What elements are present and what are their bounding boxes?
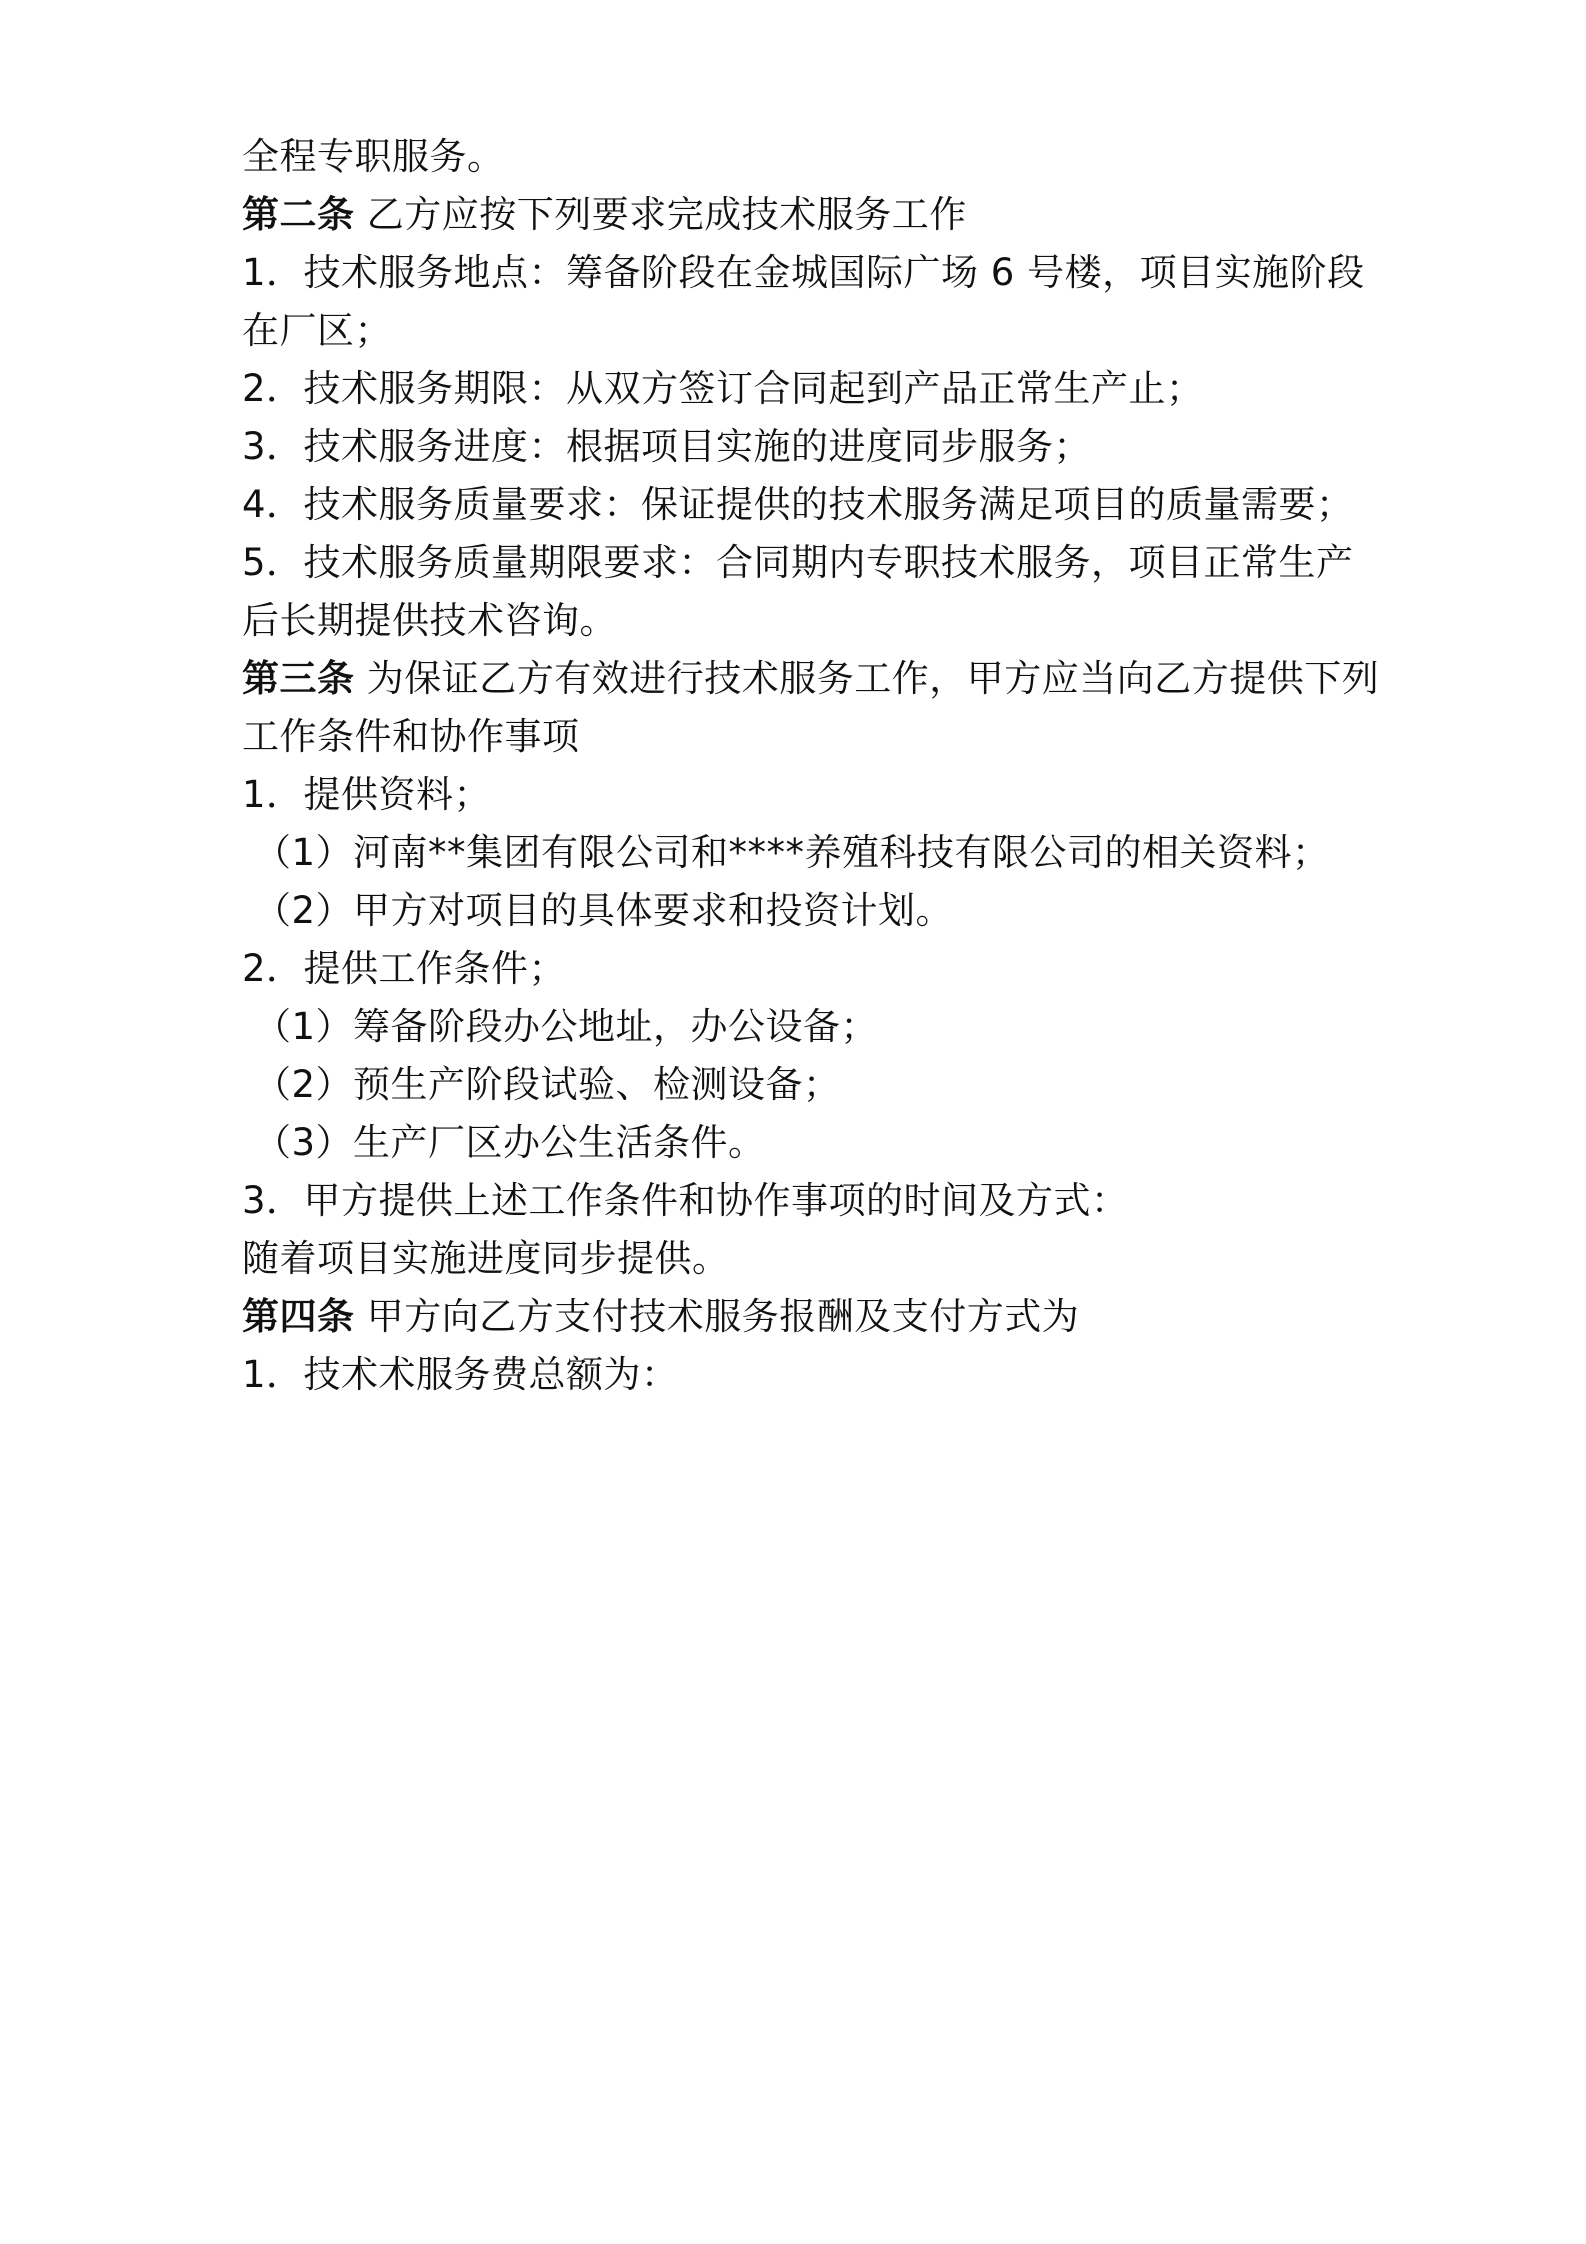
article-label: 第二条 (242, 193, 355, 236)
article-heading-4 (242, 1292, 1362, 1342)
list-item: 5．技术服务质量期限要求：合同期内专职技术服务，项目正常生产 (242, 541, 1354, 584)
article-heading-2 (242, 190, 1362, 240)
sub-list-item: （1）河南**集团有限公司和****养殖科技有限公司的相关资料； (254, 831, 1330, 874)
paragraph-line: 随着项目实施进度同步提供。 (242, 1237, 730, 1280)
paragraph-line: 在厂区； (242, 309, 392, 352)
list-item: 2．技术服务期限：从双方签订合同起到产品正常生产止； (242, 367, 1204, 410)
sub-list-item: （2）甲方对项目的具体要求和投资计划。 (254, 889, 954, 932)
sub-list-item: （3）生产厂区办公生活条件。 (254, 1121, 766, 1164)
list-item: 3．甲方提供上述工作条件和协作事项的时间及方式： (242, 1179, 1129, 1222)
article-heading-3 (242, 654, 1380, 704)
list-item: 4．技术服务质量要求：保证提供的技术服务满足项目的质量需要； (242, 483, 1354, 526)
list-item: 1．技术服务地点：筹备阶段在金城国际广场 6 号楼，项目实施阶段 (242, 251, 1365, 294)
list-item: 1．技术术服务费总额为： (242, 1353, 679, 1396)
list-item: 1．提供资料； (242, 773, 492, 816)
sub-list-item: （2）预生产阶段试验、检测设备； (254, 1063, 841, 1106)
list-item: 3．技术服务进度：根据项目实施的进度同步服务； (242, 425, 1092, 468)
paragraph-line: 全程专职服务。 (242, 135, 505, 178)
sub-list-item: （1）筹备阶段办公地址，办公设备； (254, 1005, 879, 1048)
paragraph-line: 工作条件和协作事项 (242, 715, 580, 758)
article-heading-text: 为保证乙方有效进行技术服务工作，甲方应当向乙方提供下列 (354, 657, 1380, 700)
article-label: 第三条 (242, 657, 355, 700)
article-heading-text: 乙方应按下列要求完成技术服务工作 (354, 193, 967, 236)
list-item: 2．提供工作条件； (242, 947, 567, 990)
paragraph-line: 后长期提供技术咨询。 (242, 599, 617, 642)
article-heading-text: 甲方向乙方支付技术服务报酬及支付方式为 (354, 1295, 1080, 1338)
article-label: 第四条 (242, 1295, 355, 1338)
